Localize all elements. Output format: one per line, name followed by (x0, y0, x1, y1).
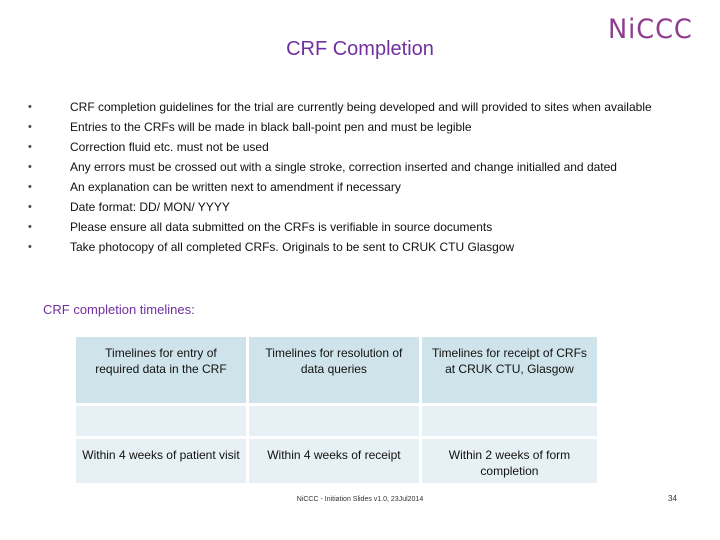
table-spacer-row (76, 406, 597, 436)
bullet-icon: • (28, 141, 32, 153)
bullet-icon: • (28, 121, 32, 133)
table-cell: Within 4 weeks of receipt (249, 439, 419, 483)
table-cell: Within 4 weeks of patient visit (76, 439, 246, 483)
table-header-row (76, 337, 597, 403)
list-item: • Please ensure all data submitted on the CRFs is verifiable in source documents (28, 220, 493, 234)
list-item: • CRF completion guidelines for the trial are currently being developed and will provided to sites when available (28, 100, 652, 114)
slide-title: CRF Completion (286, 38, 434, 60)
table-cell: Within 2 weeks of form completion (422, 439, 597, 483)
table-row (76, 439, 597, 483)
guideline-list (26, 100, 666, 260)
table-header-cell: Timelines for resolution of data queries (249, 337, 419, 403)
slide-footer: NiCCC - Initiation Slides v1.0, 23Jul2014 (296, 496, 424, 503)
table-header-cell: Timelines for entry of required data in the CRF (76, 337, 246, 403)
bullet-icon: • (28, 101, 32, 113)
list-item: • Date format: DD/ MON/ YYYY (28, 200, 230, 214)
bullet-icon: • (28, 161, 32, 173)
table-cell (249, 406, 419, 436)
niccc-logo: NiCCC (608, 14, 693, 45)
table-cell (422, 406, 597, 436)
list-item: • Take photocopy of all completed CRFs. Originals to be sent to CRUK CTU Glasgow (28, 240, 515, 254)
list-item: • Correction fluid etc. must not be used (28, 140, 269, 154)
bullet-icon: • (28, 181, 32, 193)
list-item: • Any errors must be crossed out with a single stroke, correction inserted and change initialled and dated (28, 160, 617, 174)
bullet-icon: • (28, 201, 32, 213)
timelines-heading: CRF completion timelines: (43, 302, 195, 317)
list-item: • An explanation can be written next to amendment if necessary (28, 180, 401, 194)
page-number: 34 (668, 494, 677, 503)
list-item: • Entries to the CRFs will be made in black ball-point pen and must be legible (28, 120, 472, 134)
timelines-table (73, 334, 600, 486)
table-header-cell: Timelines for receipt of CRFs at CRUK CTU, Glasgow (422, 337, 597, 403)
table-cell (76, 406, 246, 436)
bullet-icon: • (28, 241, 32, 253)
bullet-icon: • (28, 221, 32, 233)
